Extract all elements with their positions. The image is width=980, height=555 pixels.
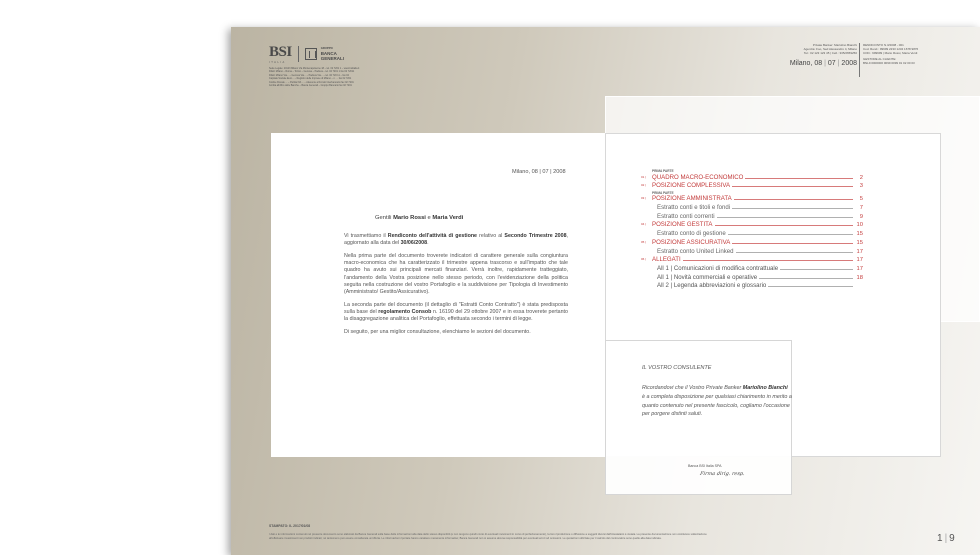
toc-row (641, 282, 863, 291)
letter-body (344, 233, 568, 341)
letter-greeting: Gentili Mario Rossi e Maria Verdi (375, 215, 464, 221)
logo-banca-generali-text: GRUPPO BANCA GENERALI (320, 46, 344, 61)
bank-logo (269, 44, 344, 64)
page-number: 1 | 9 (937, 533, 955, 544)
toc-leader-line (768, 286, 853, 287)
letter-date: Milano, 08 | 07 | 2008 (512, 169, 566, 175)
toc-section-number: 01 | (641, 174, 646, 179)
letter-paragraph-4: Di seguito, per una miglior consultazione, elenchiamo le sezioni del documento. (344, 328, 531, 335)
signature: Firma dirig. resp. (699, 471, 746, 477)
consultant-title: IL VOSTRO CONSULENTE (642, 365, 712, 371)
toc-row (641, 239, 863, 248)
toc-page-number: 3 (859, 183, 863, 190)
toc-label: All 1 | Comunicazioni di modifica contrattuale (657, 264, 779, 272)
toc-row (641, 248, 863, 257)
toc-part-label: PRIMA PARTE (652, 169, 674, 173)
logo-divider (298, 46, 299, 62)
toc-page-number: 2 (859, 174, 863, 181)
toc-label: Estratto conto United Linked (657, 247, 734, 255)
toc-row (641, 221, 863, 230)
toc-label: Estratto conti e titoli e fondi (657, 204, 731, 212)
banker-info: Private Banker: Mariolino Bianchi Agenzia: Foo, Sed Alessandro 4, Milano Tel.: 02 123 123 45 | Cell.: 335/2659250 Milano, 08 | 07 | 2008 (761, 43, 857, 68)
toc-page-number: 7 (859, 205, 863, 212)
toc-row (641, 213, 863, 222)
footer-printed-label: STAMPATO: IL 2017/01/08 (269, 524, 311, 528)
toc-section-number: 04 | (641, 222, 646, 227)
toc-leader-line (759, 278, 853, 279)
toc-leader-line (745, 178, 853, 179)
toc-section-number: 02 | (641, 183, 646, 188)
toc-label: QUADRO MACRO-ECONOMICO (652, 173, 744, 181)
toc-page-number: 9 (859, 213, 863, 220)
toc-row (641, 265, 863, 274)
toc-label: All 2 | Legenda abbreviazioni e glossario (657, 282, 767, 290)
toc-leader-line (717, 217, 853, 218)
toc-leader-line (683, 260, 853, 261)
letter-paragraph-3: La seconda parte del documento (il dettaglio di "Estratti Conto Contratto") è stata predisposta sulla base del regolamento Consob n. 16190 del 29 ottobre 2007 e in essa troverete pertanto la disaggregazione analitica del Portafoglio, effettuata secondo i termini di legge. (344, 301, 568, 323)
logo-bsi: BSI (269, 44, 292, 60)
toc-row (641, 204, 863, 213)
toc-row (641, 230, 863, 239)
toc-row (641, 256, 863, 265)
header-divider (859, 43, 860, 77)
toc-leader-line (732, 243, 853, 244)
toc-leader-line (715, 225, 854, 226)
table-of-contents (641, 169, 863, 291)
logo-bsi-sub: ITALIA (269, 61, 286, 64)
toc-row (641, 182, 863, 191)
report-reference-block: RENDICONTO N.3/2008 - 001 Cod. Rend.: 99999 2233 1234 1678 9876 COD.: 999999 | Mario Rossi, Maria Verdi GESTORE AL CLIENTE: BNL9 0000000 0099 0099 01 02 00 03 (863, 43, 919, 66)
toc-part-label: PRIMA PARTE (652, 190, 674, 195)
toc-label: All 1 | Novità commerciali e operative (657, 273, 758, 281)
toc-page-number: 17 (856, 257, 863, 264)
toc-page-number: 17 (856, 265, 863, 272)
toc-section-number: 03 | (641, 196, 646, 201)
toc-page-number: 10 (856, 222, 863, 229)
toc-label: ALLEGATI (652, 256, 681, 264)
toc-page-number: 15 (856, 231, 863, 238)
toc-page-number: 5 (859, 196, 863, 203)
letter-paragraph-2: Nella prima parte del documento troverete indicatori di carattere generale sulla congiuntura macro-economica che ha caratterizzato il trimestre appena trascorso e sull'impatto che tale quadro ha avuto sui principali mercati finanziari. Verrà inoltre, rapidamente tratteggiato, l'andamento della Vostra posizione nello stesso periodo, con l'evidenziazione della politica seguita nella costruzione del vostro Portafoglio e la suddivisione per Tipologia di Investimento (Amministrato/ Gestito/Assicurativo). (344, 252, 568, 295)
bank-name: Banca BSI Italia SPA (688, 464, 722, 468)
header-date: Milano, 08 | 07 | 2008 (789, 59, 857, 67)
toc-leader-line (732, 208, 853, 209)
toc-leader-line (734, 199, 853, 200)
toc-leader-line (732, 186, 853, 187)
toc-label: POSIZIONE ASSICURATIVA (652, 238, 731, 246)
toc-page-number: 15 (856, 239, 863, 246)
toc-section-number: 05 | (641, 239, 646, 244)
toc-page-number: 17 (856, 248, 863, 255)
toc-leader-line (736, 252, 853, 253)
toc-page-number: 18 (856, 274, 863, 281)
toc-label: POSIZIONE GESTITA (652, 221, 713, 229)
letter-paragraph-1: Vi trasmettiamo il Rendiconto dell'attività di gestione relativo al Secondo Trimestre 2008, aggiornato alla data del 30/06/2008. (344, 233, 568, 247)
toc-row (641, 174, 863, 183)
toc-label: Estratto conti correnti (657, 212, 715, 220)
toc-label: Estratto conto di gestione (657, 230, 726, 238)
toc-label: POSIZIONE AMMINISTRATA (652, 195, 732, 203)
banca-generali-logo-icon (305, 48, 317, 60)
toc-leader-line (728, 234, 853, 235)
toc-leader-line (780, 269, 853, 270)
toc-row (641, 195, 863, 204)
footer-disclaimer: I dati e le informazioni contenuti nel presente documento sono elaborati da Banca Generali sulla base delle informazioni alla data dello stesso disponibili (e non tengono quindi conto di eventuali movimenti in corso di perfezionamento), la loro riproduzione o diffusione a soggetti diversi dall'intestatario è vietata. La presente documentazione non costituisce sollecitazione all'effettuare investimenti nei prodotti indicati; né tantomeno può essere considerata un'offerta. Le informazioni riportate hanno carattere meramente informativo; Banca Generali non si assume alcuna responsabilità per eventuali errori od omissioni. Le quotazioni utilizzate per il calcolo del controvalore sono quelle alla data indicata. (269, 533, 707, 541)
toc-label: POSIZIONE COMPLESSIVA (652, 182, 731, 190)
consultant-body: Ricordandovi che il Vostro Private Banker Mariolino Bianchi è a completa disposizione per qualsiasi chiarimento in merito a quanto contenuto nel presente fascicolo, cogliamo l'occasione per porgere distinti saluti. (642, 385, 792, 418)
toc-row (641, 274, 863, 283)
toc-section-number: 06 | (641, 257, 646, 262)
bank-address-block: Sede Legale: 20123 Milano Via Montenapoleone 18 – tel. 02 7201 1 – www.bsiitalia.it Filiali: Milano – Roma – Torino – Genova – Padova – tel. 02 7201 1 fax 02 72011 Filiali: Milano Via... – Genova Via... – Padova Via... – tel. 02 720 11 – fax 02 Capitale Sociale Euro... – Registro delle Imprese di Milano – n. ... fax 02 7201 Codice Fiscale ... – Partita IVA ... – Aderente al Fondo Interbancario fax 02 7201 Iscritta all'Albo delle Banche – Banca Generali – Gruppo Bancario fax 02 7201 (269, 67, 360, 88)
